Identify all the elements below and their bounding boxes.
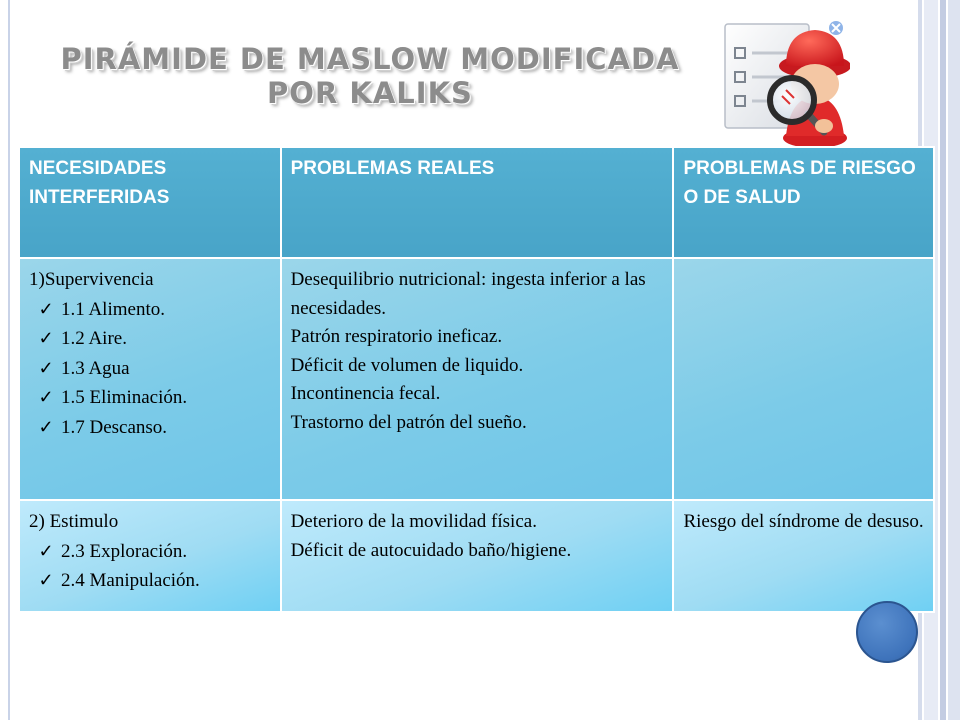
list-item [29, 537, 271, 567]
slide-title-line1: PIRÁMIDE DE MASLOW MODIFICADA [60, 42, 680, 76]
need-items [29, 295, 271, 443]
checkmark-icon: ✓ [38, 570, 54, 590]
need-cell [19, 500, 281, 612]
list-item [29, 383, 271, 413]
problem-text: Deterioro de la movilidad física. [290, 511, 537, 532]
decorative-circle [856, 601, 918, 663]
need-items [29, 537, 271, 596]
table-row [19, 500, 934, 612]
problem-text: Incontinencia fecal. [290, 383, 441, 404]
need-cell [19, 258, 281, 500]
checkmark-icon: ✓ [38, 298, 54, 319]
checkmark-icon: ✓ [38, 387, 54, 407]
problem-text: Patrón respiratorio ineficaz. [290, 326, 503, 347]
list-item [29, 413, 271, 443]
real-problems-cell [281, 258, 674, 500]
risk-problems-cell: Riesgo del síndrome de desuso. [673, 500, 934, 612]
checkmark-icon: ✓ [38, 328, 54, 348]
checkmark-icon: ✓ [38, 357, 54, 378]
list-item [29, 324, 271, 354]
checklist-inspector-icon [720, 18, 850, 148]
list-item [29, 295, 271, 325]
need-title: 1)Supervivencia [29, 269, 154, 290]
table-row [19, 258, 934, 500]
problem-text: Desequilibrio nutricional: ingesta inferior a las necesidades. [290, 269, 646, 319]
slide-title-line2: POR KALIKS [267, 76, 473, 110]
side-stripe [940, 0, 946, 720]
checkmark-icon: ✓ [38, 416, 54, 437]
problem-text: Trastorno del patrón del sueño. [290, 411, 527, 433]
table-header-row [19, 147, 934, 258]
problem-text: Déficit de volumen de liquido. [290, 354, 524, 376]
list-item [29, 354, 271, 384]
side-stripe [948, 0, 960, 720]
list-item-label: 1.7 Descanso. [61, 416, 168, 438]
list-item-label: 1.2 Aire. [61, 328, 127, 349]
list-item-label: 2.3 Exploración. [61, 540, 188, 562]
slide-title [60, 42, 680, 110]
list-item-label: 2.4 Manipulación. [61, 570, 200, 591]
maslow-table [18, 146, 935, 613]
list-item-label: 1.3 Agua [61, 357, 130, 379]
list-item-label: 1.5 Eliminación. [61, 387, 188, 408]
risk-problems-cell [673, 258, 934, 500]
real-problems-cell [281, 500, 674, 612]
list-item [29, 566, 271, 596]
header-problemas-riesgo: PROBLEMAS DE RIESGO O DE SALUD [673, 147, 934, 258]
header-necesidades: NECESIDADES INTERFERIDAS [19, 147, 281, 258]
need-title: 2) Estimulo [29, 511, 119, 532]
list-item-label: 1.1 Alimento. [61, 298, 165, 320]
checkmark-icon: ✓ [38, 540, 54, 561]
header-problemas-reales: PROBLEMAS REALES [281, 147, 674, 258]
problem-text: Déficit de autocuidado baño/higiene. [290, 539, 572, 561]
